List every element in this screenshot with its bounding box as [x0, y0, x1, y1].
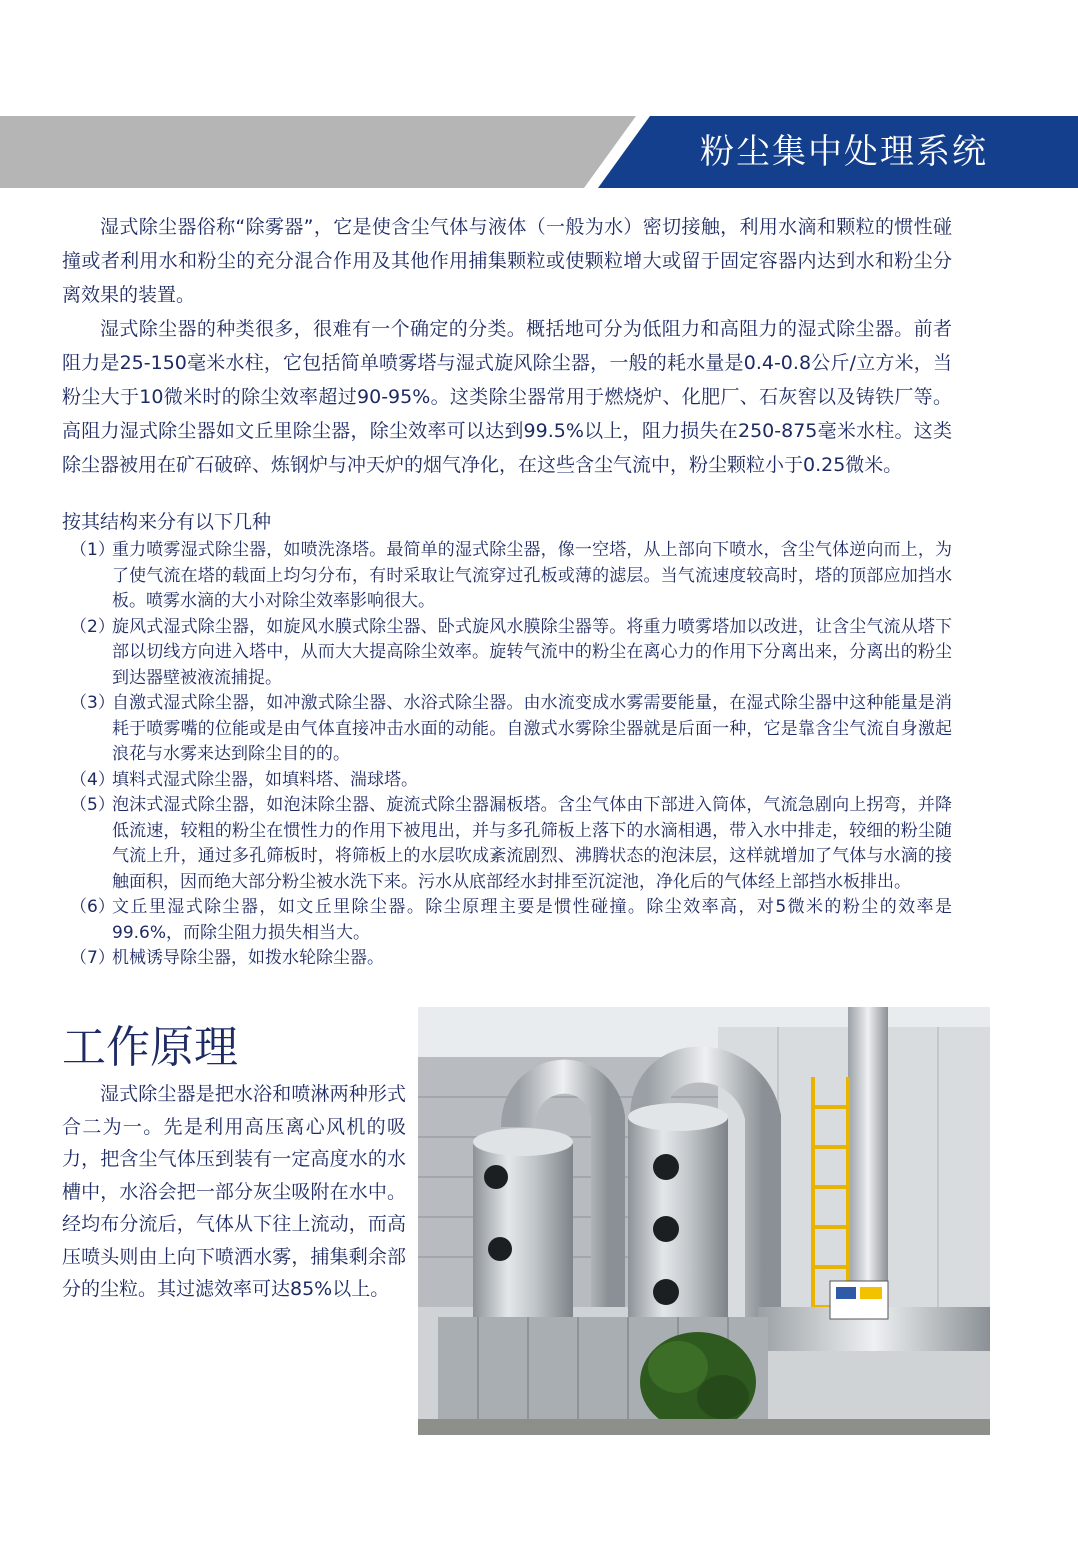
list-item — [70, 538, 952, 615]
list-item-text: 填料式湿式除尘器，如填料塔、湍球塔。 — [112, 769, 418, 790]
list-item-number: （1） — [70, 540, 115, 560]
header-banner — [0, 116, 1078, 188]
list-item-number: （3） — [70, 693, 115, 713]
list-item — [70, 793, 952, 895]
list-item — [70, 895, 952, 946]
list-item-number: （4） — [70, 769, 115, 790]
list-item-text: 文丘里湿式除尘器，如文丘里除尘器。除尘原理主要是惯性碰撞。除尘效率高，对5微米的粉尘的效率是99.6%，而除尘阻力损失相当大。 — [112, 897, 952, 943]
dust-collector-photo — [418, 1007, 990, 1435]
list-item-text: 重力喷雾湿式除尘器，如喷洗涤塔。最简单的湿式除尘器，像一空塔，从上部向下喷水，含尘气体逆向而上，为了使气流在塔的载面上均匀分布，有时采取让气流穿过孔板或薄的滤层。当气流速度较高时，塔的顶部应加挡水板。喷雾水滴的大小对除尘效率影响很大。 — [112, 540, 952, 611]
list-item-number: （2） — [70, 616, 115, 637]
intro-paragraph-2: 湿式除尘器的种类很多，很难有一个确定的分类。概括地可分为低阻力和高阻力的湿式除尘器。前者阻力是25-150毫米水柱，它包括简单喷雾塔与湿式旋风除尘器，一般的耗水量是0.4-0.8公斤/立方米，当粉尘大于10微米时的除尘效率超过90-95%。这类除尘器常用于燃烧炉、化肥厂、石灰窖以及铸铁厂等。高阻力湿式除尘器如文丘里除尘器，除尘效率可以达到99.5%以上，阻力损失在250-875毫米水柱。这类除尘器被用在矿石破碎、炼钢炉与冲天炉的烟气净化，在这些含尘气流中，粉尘颗粒小于0.25微米。 — [62, 318, 952, 476]
list-item — [70, 615, 952, 692]
list-item-text: 自激式湿式除尘器，如冲激式除尘器、水浴式除尘器。由水流变成水雾需要能量，在湿式除尘器中这种能量是消耗于喷雾嘴的位能或是由气体直接冲击水面的动能。自激式水雾除尘器就是后面一种，它是靠含尘气流自身激起浪花与水雾来达到除尘目的的。 — [112, 693, 952, 764]
list-item-number: （5） — [70, 795, 115, 815]
list-item-text: 机械诱导除尘器，如拨水轮除尘器。 — [112, 948, 384, 968]
list-item-number: （6） — [70, 897, 115, 917]
list-item — [70, 691, 952, 768]
intro-paragraph-1: 湿式除尘器俗称“除雾器”，它是使含尘气体与液体（一般为水）密切接触，利用水滴和颗粒的惯性碰撞或者利用水和粉尘的充分混合作用及其他作用捕集颗粒或使颗粒增大或留于固定容器内达到水和粉尘分离效果的装置。 — [62, 216, 952, 306]
list-item-number: （7） — [70, 948, 115, 968]
list-item-text: 旋风式湿式除尘器，如旋风水膜式除尘器、卧式旋风水膜除尘器等。将重力喷雾塔加以改进，让含尘气流从塔下部以切线方向进入塔中，从而大大提高除尘效率。旋转气流中的粉尘在离心力的作用下分离出来，分离出的粉尘到达器壁被液流捕捉。 — [112, 616, 952, 688]
working-principle-text: 湿式除尘器是把水浴和喷淋两种形式合二为一。先是利用高压离心风机的吸力，把含尘气体压到装有一定高度水的水槽中，水浴会把一部分灰尘吸附在水中。经均布分流后，气体从下往上流动，而高压喷头则由上向下喷洒水雾，捕集剩余部分的尘粒。其过滤效率可达85%以上。 — [62, 1083, 406, 1300]
types-list — [70, 538, 952, 972]
page-title: 粉尘集中处理系统 — [700, 132, 988, 172]
list-item-text: 泡沫式湿式除尘器，如泡沫除尘器、旋流式除尘器漏板塔。含尘气体由下部进入筒体，气流急剧向上拐弯，并降低流速，较粗的粉尘在惯性力的作用下被甩出，并与多孔筛板上落下的水滴相遇，带入水中排走，较细的粉尘随气流上升，通过多孔筛板时，将筛板上的水层吹成紊流剧烈、沸腾状态的泡沫层，这样就增加了气体与水滴的接触面积，因而绝大部分粉尘被水洗下来。污水从底部经水封排至沉淀池，净化后的气体经上部挡水板排出。 — [112, 795, 952, 892]
section-title-working-principle: 工作原理 — [62, 1022, 238, 1073]
types-heading: 按其结构来分有以下几种 — [62, 511, 272, 533]
list-item — [70, 946, 952, 972]
list-item — [70, 768, 952, 794]
